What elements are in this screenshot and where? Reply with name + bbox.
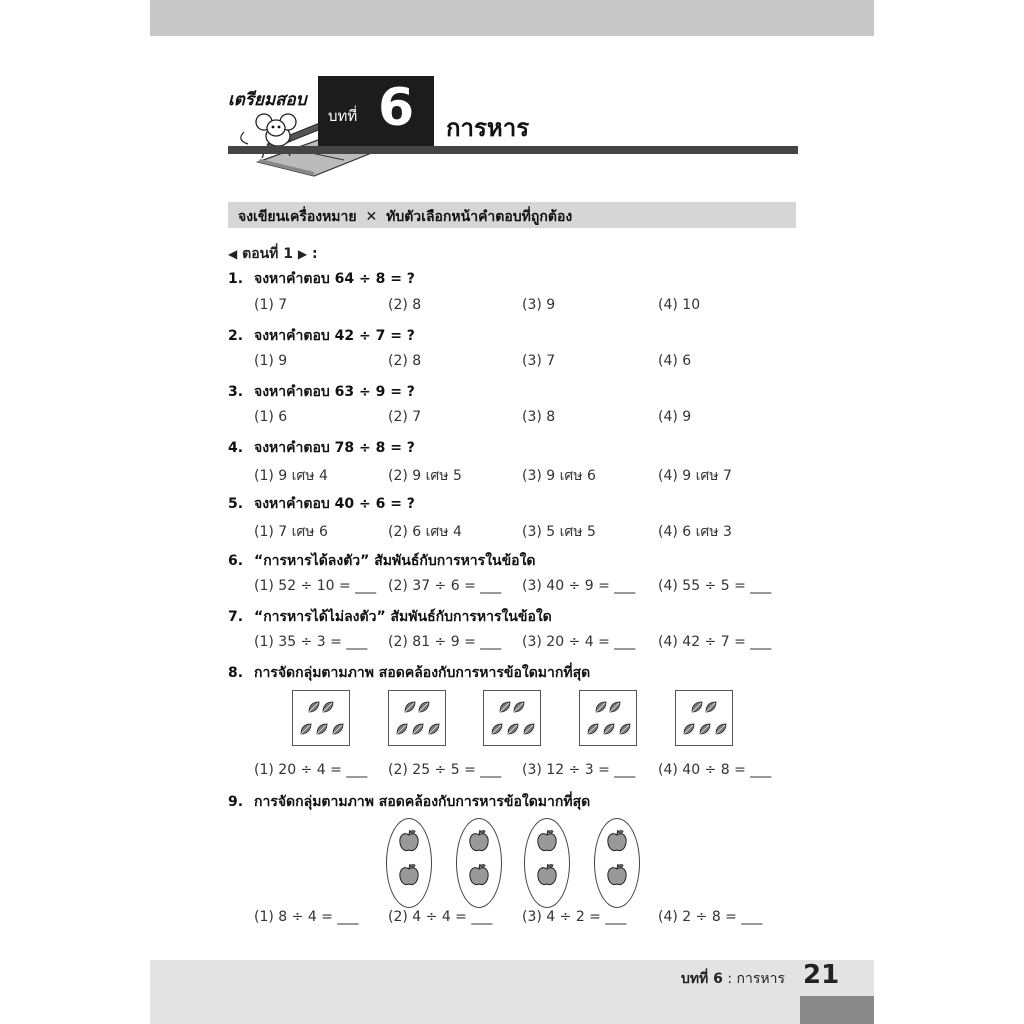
apple-icon (398, 863, 420, 891)
question-text: “การหารได้ไม่ลงตัว” สัมพันธ์กับการหารในข้อใด (254, 609, 552, 625)
answer-option[interactable]: (3) 12 ÷ 3 = ___ (522, 762, 636, 778)
leaf-icon (321, 699, 335, 718)
page-number: 21 (803, 960, 840, 990)
answer-option[interactable]: (4) 9 เศษ 7 (658, 468, 732, 484)
question-number: 2. (228, 328, 244, 344)
answer-option[interactable]: (2) 8 (388, 297, 422, 313)
leaf-group-box (675, 690, 733, 746)
apple-icon (398, 829, 420, 857)
chapter-word: บทที่ (328, 107, 358, 125)
question-text: จงหาคำตอบ 42 ÷ 7 = ? (254, 328, 415, 344)
question-number: 9. (228, 794, 244, 810)
apple-group-oval (386, 818, 432, 908)
apple-group-oval (456, 818, 502, 908)
part-label (228, 243, 318, 265)
answer-option[interactable]: (4) 42 ÷ 7 = ___ (658, 634, 772, 650)
chapter-number: 6 (378, 78, 415, 138)
apple-icon (468, 829, 490, 857)
apple-icon (536, 863, 558, 891)
apple-group-oval (594, 818, 640, 908)
question-4 (228, 437, 415, 459)
answer-option[interactable]: (4) 40 ÷ 8 = ___ (658, 762, 772, 778)
instruction-bar (228, 202, 796, 228)
leaf-icon (698, 721, 712, 740)
leaf-icon (586, 721, 600, 740)
leaf-icon (307, 699, 321, 718)
answer-option[interactable]: (3) 7 (522, 353, 556, 369)
question-number: 6. (228, 553, 244, 569)
question-number: 1. (228, 271, 244, 287)
leaf-icon (594, 699, 608, 718)
answer-option[interactable]: (4) 9 (658, 409, 692, 425)
answer-option[interactable]: (2) 81 ÷ 9 = ___ (388, 634, 502, 650)
triangle-right-icon: ▶ (297, 247, 308, 261)
bottom-dark-block (800, 996, 874, 1024)
answer-option[interactable]: (3) 40 ÷ 9 = ___ (522, 578, 636, 594)
answer-option[interactable]: (1) 9 เศษ 4 (254, 468, 328, 484)
question-number: 7. (228, 609, 244, 625)
answer-option[interactable]: (3) 8 (522, 409, 556, 425)
answer-option[interactable]: (4) 6 (658, 353, 692, 369)
question-9 (228, 791, 590, 813)
leaf-icon (427, 721, 441, 740)
leaf-icon (602, 721, 616, 740)
exam-prep-label: เตรียมสอบ (228, 90, 307, 110)
question-1 (228, 268, 415, 290)
answer-option[interactable]: (2) 6 เศษ 4 (388, 524, 462, 540)
question-3 (228, 381, 415, 403)
leaf-icon (714, 721, 728, 740)
answer-option[interactable]: (1) 7 เศษ 6 (254, 524, 328, 540)
question-text: การจัดกลุ่มตามภาพ สอดคล้องกับการหารข้อใดมากที่สุด (254, 665, 591, 681)
apple-group-oval (524, 818, 570, 908)
question-text: จงหาคำตอบ 78 ÷ 8 = ? (254, 440, 415, 456)
leaf-group-box (483, 690, 541, 746)
answer-option[interactable]: (4) 2 ÷ 8 = ___ (658, 909, 763, 925)
leaf-group-box (388, 690, 446, 746)
leaf-group-box (579, 690, 637, 746)
question-text: “การหารได้ลงตัว” สัมพันธ์กับการหารในข้อใด (254, 553, 536, 569)
question-text: จงหาคำตอบ 63 ÷ 9 = ? (254, 384, 415, 400)
apple-icon (468, 863, 490, 891)
question-number: 3. (228, 384, 244, 400)
part-label-text: ตอนที่ 1 (242, 246, 294, 262)
answer-option[interactable]: (1) 7 (254, 297, 288, 313)
answer-option[interactable]: (1) 9 (254, 353, 288, 369)
answer-option[interactable]: (4) 55 ÷ 5 = ___ (658, 578, 772, 594)
triangle-left-icon: ◀ (228, 247, 238, 261)
top-band (150, 0, 874, 36)
cross-mark-icon: ✕ (365, 209, 378, 225)
leaf-icon (682, 721, 696, 740)
answer-option[interactable]: (3) 9 เศษ 6 (522, 468, 596, 484)
answer-option[interactable]: (2) 8 (388, 353, 422, 369)
leaf-icon (490, 721, 504, 740)
leaf-icon (417, 699, 431, 718)
footer-chapter-rest: : การหาร (722, 971, 785, 987)
leaf-icon (315, 721, 329, 740)
answer-option[interactable]: (3) 20 ÷ 4 = ___ (522, 634, 636, 650)
apple-icon (606, 829, 628, 857)
question-5 (228, 493, 415, 515)
answer-option[interactable]: (1) 35 ÷ 3 = ___ (254, 634, 368, 650)
leaf-icon (299, 721, 313, 740)
answer-option[interactable]: (2) 7 (388, 409, 422, 425)
answer-option[interactable]: (4) 6 เศษ 3 (658, 524, 732, 540)
answer-option[interactable]: (2) 9 เศษ 5 (388, 468, 462, 484)
leaf-icon (704, 699, 718, 718)
answer-option[interactable]: (3) 9 (522, 297, 556, 313)
leaf-icon (522, 721, 536, 740)
footer-chapter-ref (640, 968, 785, 990)
apple-icon (606, 863, 628, 891)
question-number: 4. (228, 440, 244, 456)
answer-option[interactable]: (1) 20 ÷ 4 = ___ (254, 762, 368, 778)
leaf-icon (608, 699, 622, 718)
leaf-icon (403, 699, 417, 718)
leaf-icon (690, 699, 704, 718)
question-text: การจัดกลุ่มตามภาพ สอดคล้องกับการหารข้อใดมากที่สุด (254, 794, 591, 810)
answer-option[interactable]: (4) 10 (658, 297, 701, 313)
question-text: จงหาคำตอบ 64 ÷ 8 = ? (254, 271, 415, 287)
question-7 (228, 606, 552, 628)
question-2 (228, 325, 415, 347)
answer-option[interactable]: (3) 4 ÷ 2 = ___ (522, 909, 627, 925)
answer-option[interactable]: (2) 4 ÷ 4 = ___ (388, 909, 493, 925)
part-colon: : (312, 246, 318, 262)
answer-option[interactable]: (1) 6 (254, 409, 288, 425)
chapter-title: การหาร (446, 114, 530, 142)
answer-option[interactable]: (1) 52 ÷ 10 = ___ (254, 578, 377, 594)
question-number: 5. (228, 496, 244, 512)
leaf-group-box (292, 690, 350, 746)
leaf-icon (506, 721, 520, 740)
leaf-icon (331, 721, 345, 740)
question-text: จงหาคำตอบ 40 ÷ 6 = ? (254, 496, 415, 512)
leaf-icon (411, 721, 425, 740)
answer-option[interactable]: (2) 37 ÷ 6 = ___ (388, 578, 502, 594)
question-number: 8. (228, 665, 244, 681)
question-8 (228, 662, 590, 684)
leaf-icon (395, 721, 409, 740)
leaf-icon (498, 699, 512, 718)
instruction-text-after: ทับตัวเลือกหน้าคำตอบที่ถูกต้อง (386, 209, 573, 225)
leaf-icon (512, 699, 526, 718)
question-6 (228, 550, 536, 572)
footer-chapter-bold: บทที่ 6 (680, 971, 723, 987)
apple-icon (536, 829, 558, 857)
leaf-icon (618, 721, 632, 740)
answer-option[interactable]: (3) 5 เศษ 5 (522, 524, 596, 540)
answer-option[interactable]: (2) 25 ÷ 5 = ___ (388, 762, 502, 778)
answer-option[interactable]: (1) 8 ÷ 4 = ___ (254, 909, 359, 925)
header-rule (228, 146, 798, 154)
instruction-text-before: จงเขียนเครื่องหมาย (238, 209, 357, 225)
